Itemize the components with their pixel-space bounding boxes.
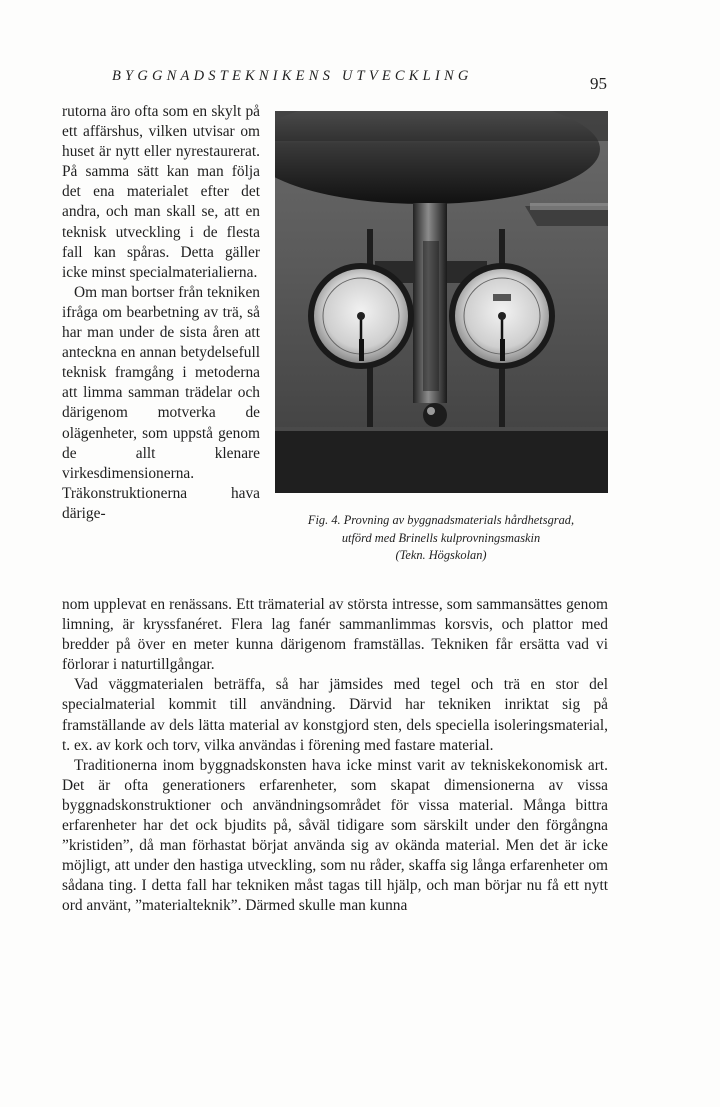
paragraph: Traditionerna inom byggnadskonsten hava icke minst varit av tekniskekonomisk art. Det är ofta generationers erfarenheter, som skapat dimensionerna av vissa byggnadskonstruktioner och användningsområdet för vissa material. Många bittra erfarenheter har det ock bjudits på, såväl tidigare som särskilt under den förgångna ”kristiden”, då man förhastat börjat använda sig av okända material. Men det är icke möjligt, att under den hastiga utveckling, som nu råder, skaffa sig långa erfarenheter om sådana ting. I detta fall har tekniken måst tagas till hjälp, och man börjar nu få ett nytt ord använt, ”materialteknik”. Därmed skulle man kunna [62, 756, 608, 915]
running-title: BYGGNADSTEKNIKENS UTVECKLING [112, 68, 473, 84]
hardness-tester-photo [275, 111, 608, 493]
paragraph: rutorna äro ofta som en skylt på ett affärshus, vilken utvisar om huset är nytt eller nyrestaurerat. På samma sätt kan man följa det ena materialet efter det andra, och man skall se, att en teknisk utveckling i de flesta fall kan spåras. Detta gäller icke minst specialmaterialierna. [62, 103, 260, 281]
body-text [62, 595, 608, 917]
left-text-column [62, 102, 260, 524]
specimen-block [275, 429, 608, 493]
paragraph: nom upplevat en renässans. Ett trämaterial av största intresse, som sammansättes genom limning, är kryssfanéret. Flera lag fanér sammanlimmas korsvis, och plattor med bredder på över en meter kunna därigenom framställas. Tekniken får ersätta vad vi förlorar i naturtillgångar. [62, 596, 608, 674]
caption-line: utförd med Brinells kulprovningsmaskin [341, 530, 541, 545]
paragraph: Vad väggmaterialen beträffa, så har jämsides med tegel och trä en stor del specialmaterial kommit till användning. Därvid har tekniken inriktat sig på framställande av dels lätta material av konstgjord sten, dels speciella isoleringsmaterial, t. ex. av kork och torv, vilka användas i förening med fastare material. [62, 676, 608, 754]
caption-line: (Tekn. Högskolan) [395, 548, 487, 562]
page-number: 95 [590, 74, 607, 93]
figure-photo [275, 111, 608, 493]
caption-line: Fig. 4. Provning av byggnadsmaterials hårdhetsgrad, [307, 513, 575, 527]
paragraph: Om man bortser från tekniken ifråga om bearbetning av trä, så har man under de sista åren att anteckna en annan betydelsefull teknisk framgång i metoderna att limma samman trädelar och därigenom motverka de olägenheter, som uppstå genom de allt klenare virkesdimensionerna. Träkonstruktionerna hava därige- [62, 283, 260, 522]
figure-caption [265, 512, 617, 565]
ball-indenter [423, 403, 447, 427]
